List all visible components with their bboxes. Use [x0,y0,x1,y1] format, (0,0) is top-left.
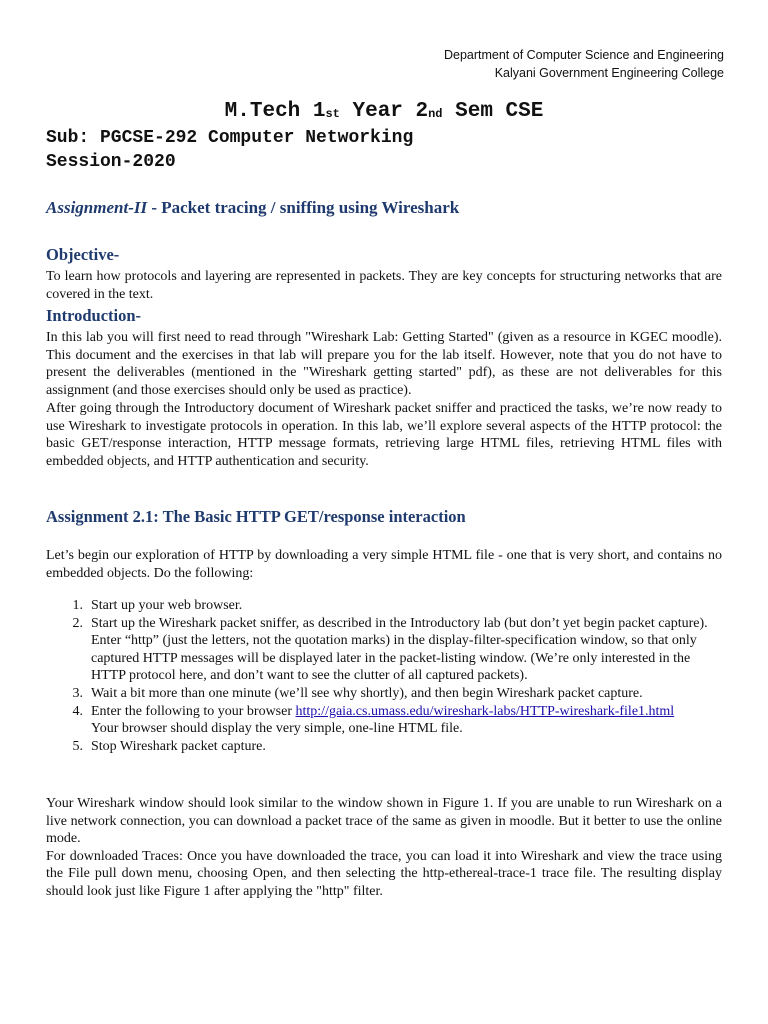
list-item [46,738,722,756]
wireshark-window-paragraph: Your Wireshark window should look similar to the window shown in Figure 1. If you are unable to run Wireshark on a live network connection, you can download a packet trace of the same as given in moodle. But it better to use the online mode. [46,796,722,847]
title-sup-nd: nd [428,107,443,121]
step-text: Stop Wireshark packet capture. [91,738,266,754]
course-title [0,98,768,128]
title-sup-st: st [325,107,340,121]
objective-text: To learn how protocols and layering are represented in packets. They are key concepts for structuring networks that are covered in the text. [46,269,722,302]
list-item [46,685,722,703]
step-text: Start up your web browser. [91,598,243,613]
step-number: 3. [72,685,83,701]
list-item [46,703,722,738]
introduction-paragraph-2: After going through the Introductory document of Wireshark packet sniffer and practiced the tasks, we’re now ready to use Wireshark to investigate protocols in operation. In this lab, we’ll explore several aspects of the HTTP protocol: the basic GET/response interaction, HTTP message formats, retrieving large HTML files, retrieving HTML files with embedded objects, and HTTP authentication and security. [46,400,722,469]
steps-list [46,597,722,755]
title-mid: Year 2 [339,100,429,123]
subject-line: Sub: PGCSE-292 Computer Networking [46,128,414,148]
department-header [444,46,724,82]
assignment-title: - Packet tracing / sniffing using Wireshark [147,198,460,217]
introduction-body [46,329,722,471]
title-suffix: Sem CSE [442,100,544,123]
step-text: Wait a bit more than one minute (we’ll see why shortly), and then begin Wireshark packet capture. [91,685,643,701]
assignment-2-1-intro: Let’s begin our exploration of HTTP by downloading a very simple HTML file - one that is very short, and contains no embedded objects. Do the following: [46,548,722,581]
introduction-heading: Introduction- [46,306,142,325]
step-number: 5. [72,738,83,754]
objective-heading: Objective- [46,245,120,264]
step-text [91,703,722,738]
step-number: 1. [72,598,83,613]
wireshark-file-link[interactable]: http://gaia.cs.umass.edu/wireshark-labs/HTTP-wireshark-file1.html [295,703,675,719]
list-item [46,597,722,615]
step-text-after: Your browser should display the very simple, one-line HTML file. [91,721,463,737]
step-number: 4. [72,703,83,719]
step-number: 2. [72,615,83,631]
session-line: Session-2020 [46,152,176,172]
assignment-2-1-heading: Assignment 2.1: The Basic HTTP GET/response interaction [46,507,466,526]
introduction-paragraph-1: In this lab you will first need to read through "Wireshark Lab: Getting Started" (given as a resource in KGEC moodle). This document and the exercises in that lab will prepare you for the lab itself. However, note that you do not have to present the deliverables (mentioned in the "Wireshark getting started" pdf), as these are not deliverables for this assignment (and those exercises should only be used as practice). [46,330,722,399]
assignment-heading [46,197,459,219]
step-text: Start up the Wireshark packet sniffer, as described in the Introductory lab (but don’t yet begin packet capture). Enter “http” (just the letters, not the quotation marks) in the display-filter-specification window, so that only captured HTTP messages will be displayed later in the packet-listing window. (We’re only interested in the HTTP protocol here, and don’t want to see the clutter of all captured packets). [91,615,708,684]
title-prefix: M.Tech 1 [224,100,326,123]
list-item [46,615,722,685]
step-text-lead: Enter the following to your browser [91,703,296,719]
closing-body [46,795,722,901]
college-name: Kalyani Government Engineering College [494,66,724,80]
department-name: Department of Computer Science and Engineering [443,48,724,62]
assignment-label: Assignment-II [46,198,148,217]
downloaded-traces-paragraph: For downloaded Traces: Once you have downloaded the trace, you can load it into Wireshark and view the trace using the File pull down menu, choosing Open, and then selecting the http-ethereal-trace-1 trace file. The resulting display should look just like Figure 1 after applying the "http" filter. [46,848,722,899]
